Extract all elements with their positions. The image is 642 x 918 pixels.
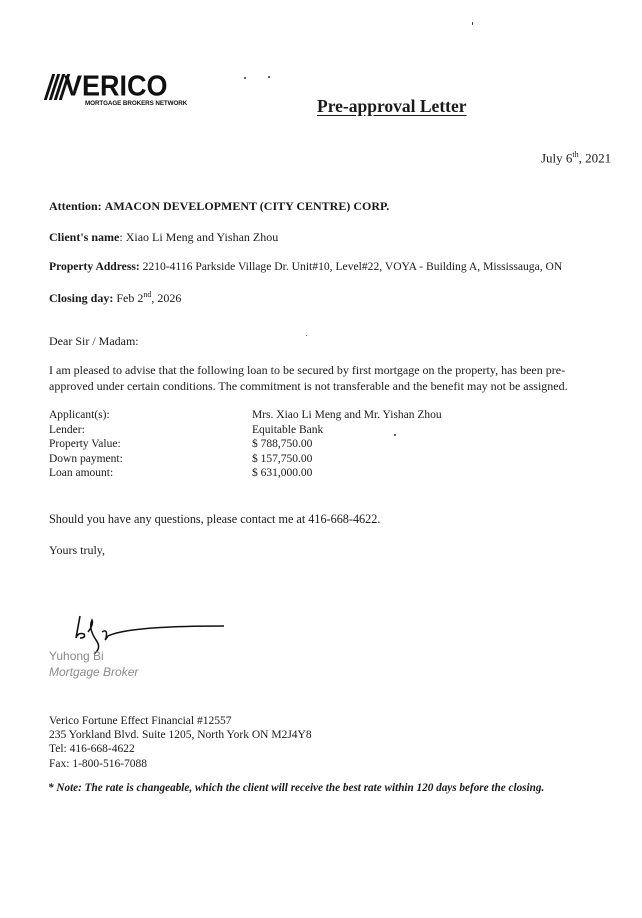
closing-label: Closing day:: [49, 291, 114, 305]
detail-value: $ 631,000.00: [252, 467, 313, 480]
detail-value: $ 157,750.00: [252, 452, 313, 465]
date-month-day: July 6: [541, 150, 573, 166]
signer-role: Mortgage Broker: [49, 665, 139, 679]
property-line: [49, 260, 562, 273]
closing-suffix: nd: [143, 290, 152, 299]
closing-value: [116, 291, 181, 305]
detail-row-loan-amount: [49, 466, 442, 481]
address-line: Tel: 416-668-4622: [49, 743, 135, 756]
signer-name: Yuhong Bi: [49, 649, 104, 663]
scan-speck: [268, 76, 270, 78]
client-line: [49, 230, 278, 245]
attention-label: Attention:: [49, 199, 102, 213]
logo-tagline: MORTGAGE BROKERS NETWORK: [85, 100, 188, 107]
detail-label: Property Value:: [49, 438, 121, 451]
closing-phrase: Yours truly,: [49, 543, 106, 557]
detail-label: Applicant(s):: [49, 409, 110, 421]
salutation: Dear Sir / Madam:: [49, 334, 139, 348]
scan-speck: [306, 335, 307, 336]
property-value: 2210-4116 Parkside Village Dr. Unit#10, Level#22, VOYA - Building A, Mississauga, ON: [142, 260, 563, 273]
verico-logo: [48, 70, 188, 110]
attention-line: [49, 199, 389, 214]
scan-speck: [472, 22, 473, 25]
contact-line: Should you have any questions, please contact me at 416-668-4622.: [49, 512, 381, 526]
closing-month-day: Feb 2: [116, 291, 144, 305]
scan-speck: [244, 77, 246, 79]
address-line: Verico Fortune Effect Financial #12557: [49, 715, 232, 727]
rate-note: * Note: The rate is changeable, which the client will receive the best rate within 120 days before the closing.: [48, 782, 545, 794]
detail-label: Down payment:: [49, 452, 123, 465]
detail-row-applicants: [49, 408, 442, 423]
closing-line: [49, 290, 181, 306]
client-value: Xiao Li Meng and Yishan Zhou: [125, 230, 279, 244]
closing-year: , 2026: [151, 291, 182, 305]
letter-date: [541, 150, 611, 166]
letter-title: Pre-approval Letter: [317, 96, 467, 116]
detail-value: $ 788,750.00: [252, 438, 313, 451]
detail-label: Lender:: [49, 423, 85, 436]
detail-row-property-value: [49, 437, 442, 452]
date-year: , 2021: [578, 150, 612, 166]
client-label: Client's name: [49, 230, 120, 244]
date-suffix: th: [572, 150, 579, 159]
client-colon: :: [119, 230, 123, 244]
address-line: 235 Yorkland Blvd. Suite 1205, North York ON M2J4Y8: [49, 729, 312, 742]
detail-row-lender: [49, 423, 442, 438]
property-label: Property Address:: [49, 260, 140, 273]
body-paragraph: I am pleased to advise that the following loan to be secured by first mortgage on the property, has been pre-approved under certain conditions. The commitment is not transferable and the benefit may not be assigned.: [49, 363, 568, 393]
detail-label: Loan amount:: [49, 467, 114, 480]
detail-value: Mrs. Xiao Li Meng and Mr. Yishan Zhou: [252, 409, 442, 421]
detail-row-down-payment: [49, 452, 442, 467]
broker-address: [49, 714, 312, 771]
attention-value: AMACON DEVELOPMENT (CITY CENTRE) CORP.: [104, 199, 390, 213]
logo-wordmark: VERICO: [64, 70, 168, 102]
detail-value: Equitable Bank: [252, 423, 324, 436]
scan-speck: [394, 434, 396, 436]
address-line: Fax: 1-800-516-7088: [49, 757, 148, 770]
loan-details: [49, 408, 442, 481]
